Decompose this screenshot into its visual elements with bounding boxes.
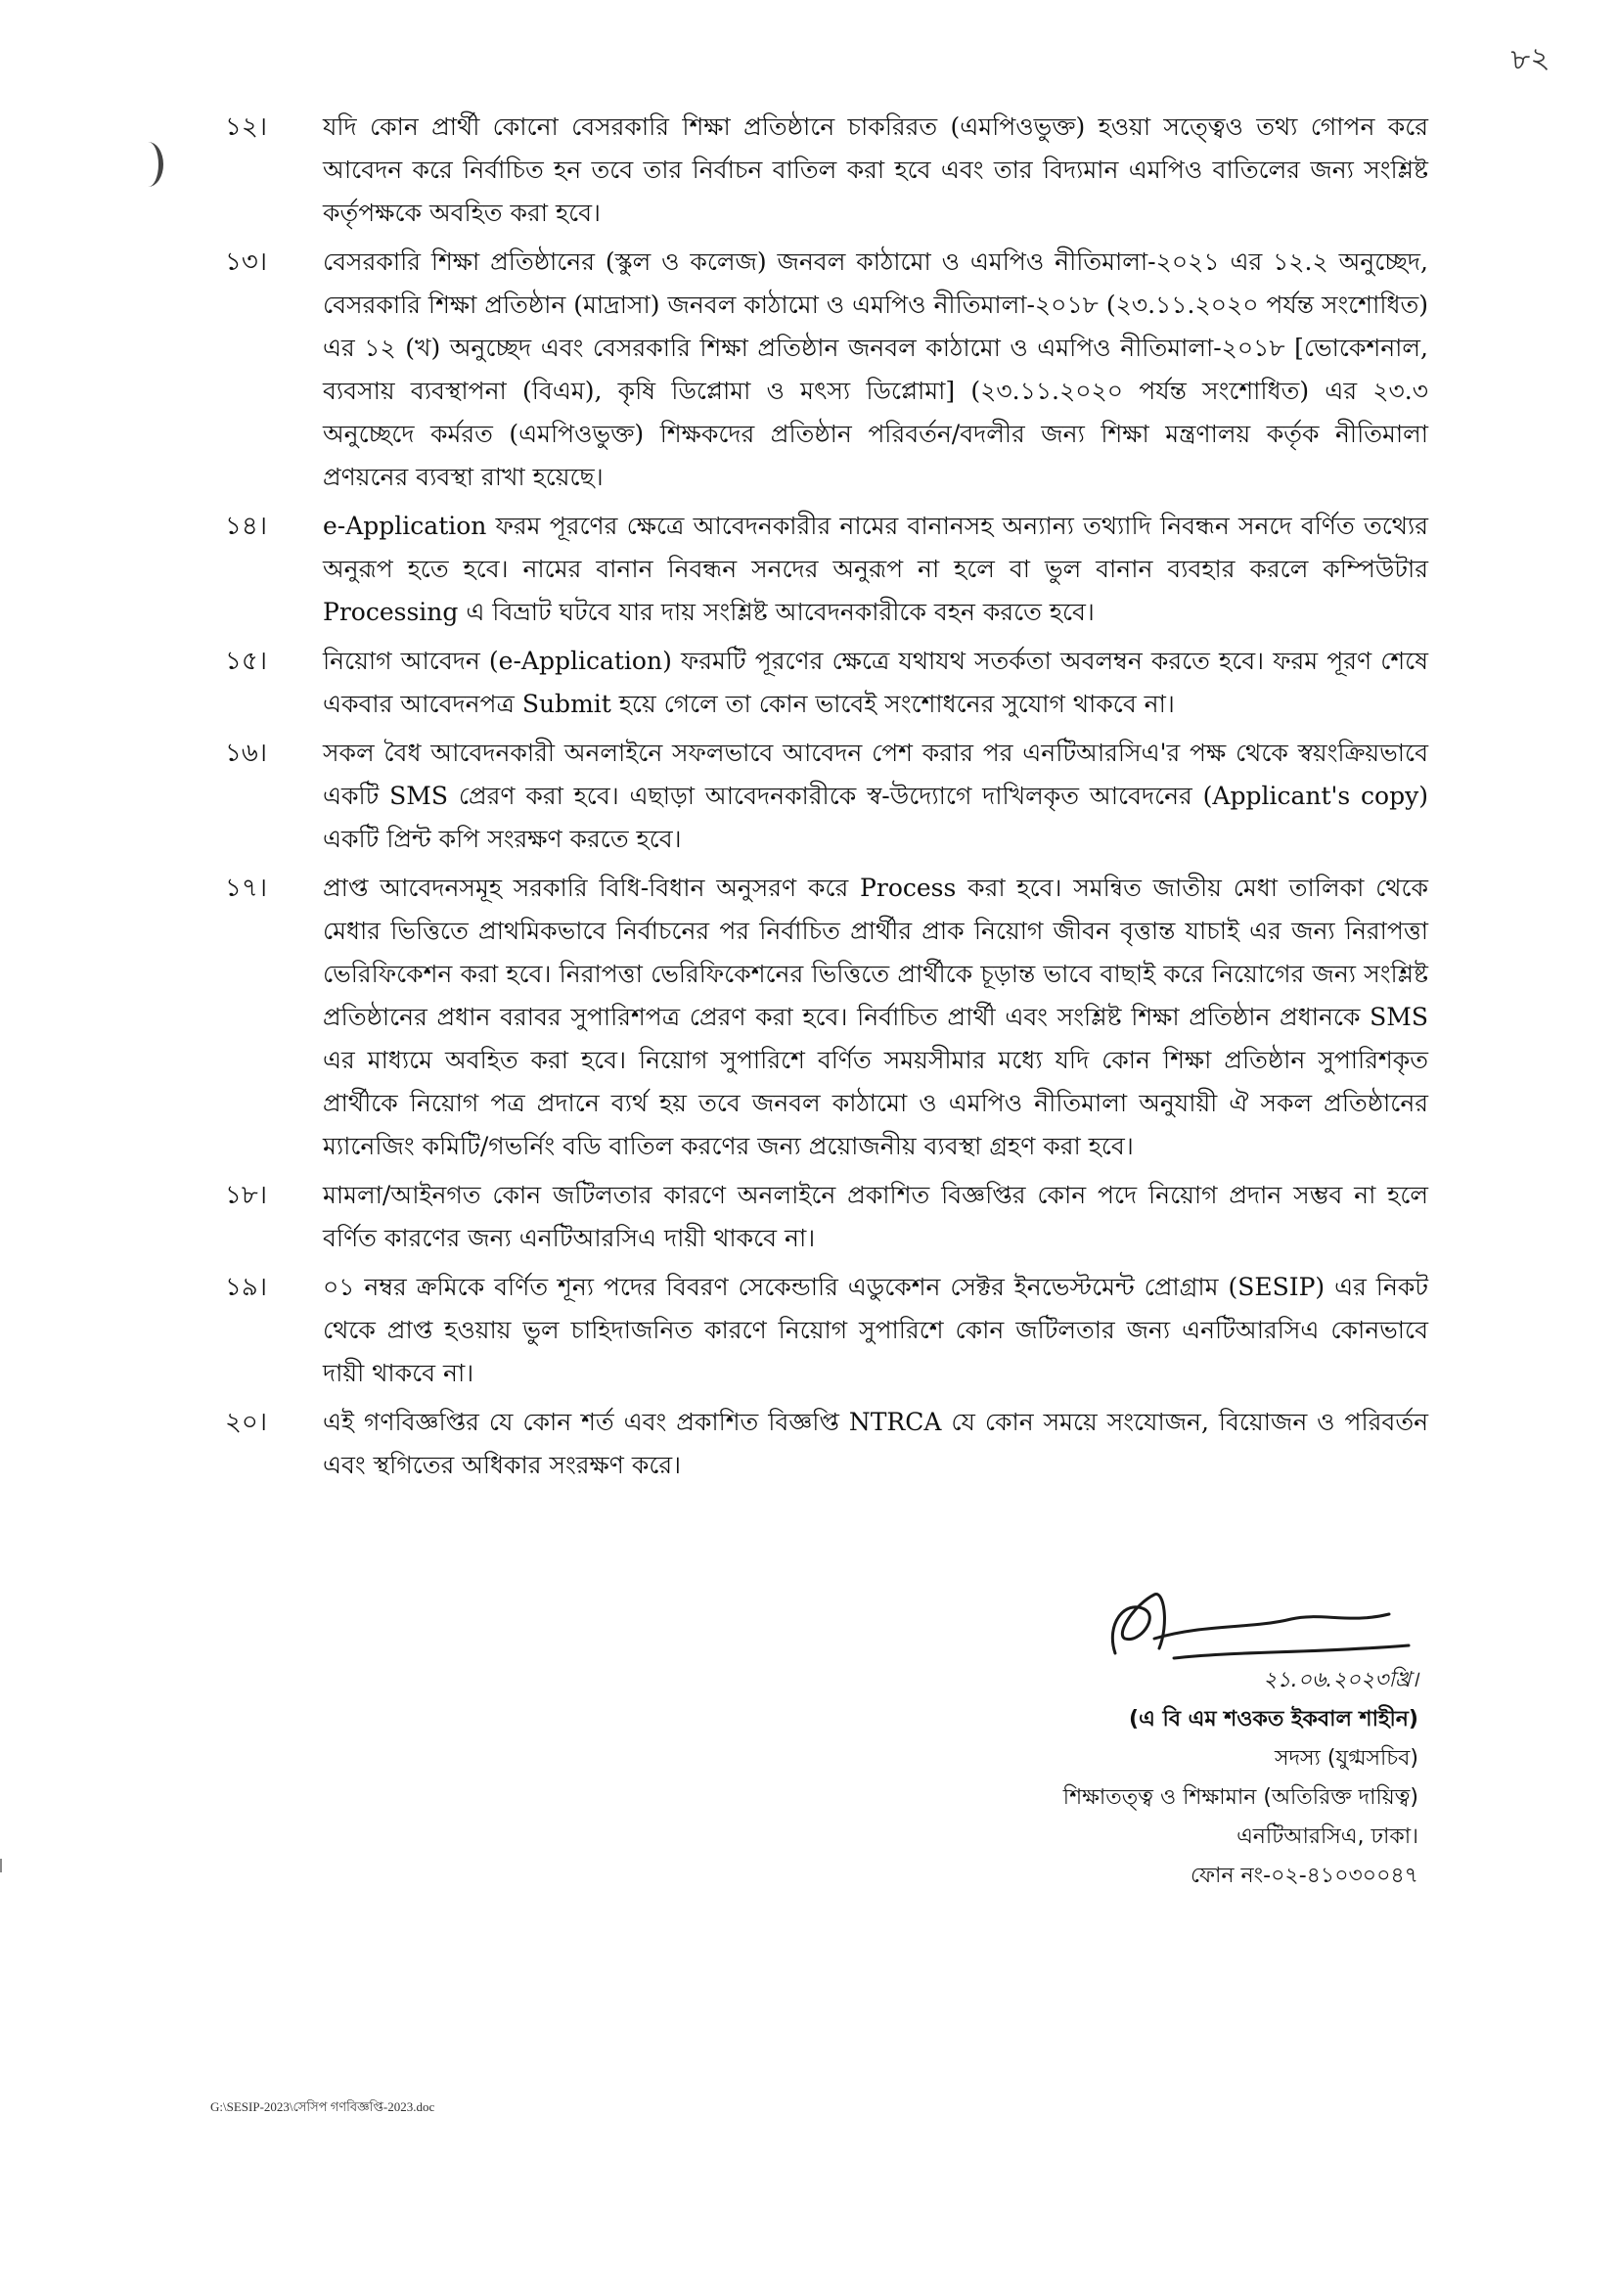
clause-text: যদি কোন প্রার্থী কোনো বেসরকারি শিক্ষা প্রতিষ্ঠানে চাকরিরত (এমপিওভুক্ত) হওয়া সত্ত্বেও তথ্য গোপন করে আবেদন করে নির্বাচিত হন তবে তার নির্বাচন বাতিল করা হবে এবং তার বিদ্যমান এমপিও বাতিলের জন্য সংশ্লিষ্ট কর্তৃপক্ষকে অবহিত করা হবে। <box>323 113 1428 227</box>
punch-hole-mark <box>133 142 163 187</box>
signatory-office: এনটিআরসিএ, ঢাকা। <box>1236 1824 1418 1849</box>
clause-16 <box>225 732 1428 861</box>
clause-18 <box>225 1174 1428 1260</box>
signatory-designation: সদস্য (যুগ্মসচিব) <box>1274 1746 1418 1771</box>
clause-17 <box>225 867 1428 1168</box>
edge-tick-mark <box>0 1859 2 1872</box>
signature-block <box>998 1585 1428 1888</box>
handwritten-date: ২১.০৬.২০২৩খ্রি। <box>1263 1668 1418 1692</box>
footer-file-path: G:\SESIP-2023\সেসিপ গণবিজ্ঞপ্তি-2023.doc <box>210 2099 435 2114</box>
clause-text: নিয়োগ আবেদন (e-Application) ফরমটি পূরণের ক্ষেত্রে যথাযথ সতর্কতা অবলম্বন করতে হবে। ফরম পূরণ শেষে একবার আবেদনপত্র Submit হয়ে গেলে তা কোন ভাবেই সংশোধনের সুযোগ থাকবে না। <box>323 647 1428 718</box>
clause-text: সকল বৈধ আবেদনকারী অনলাইনে সফলভাবে আবেদন পেশ করার পর এনটিআরসিএ'র পক্ষ থেকে স্বয়ংক্রিয়ভাবে একটি SMS প্রেরণ করা হবে। এছাড়া আবেদনকারীকে স্ব-উদ্যোগে দাখিলকৃত আবেদনের (Applicant's copy) একটি প্রিন্ট কপি সংরক্ষণ করতে হবে। <box>323 739 1428 853</box>
signature-text-lines <box>1063 1661 1418 1896</box>
clause-14 <box>225 505 1428 634</box>
signature-flourish-stroke <box>1154 1614 1389 1639</box>
signatory-name: (এ বি এম শওকত ইকবাল শাহীন) <box>1129 1707 1418 1732</box>
clause-number: ১৬। <box>225 739 268 768</box>
clause-13 <box>225 241 1428 499</box>
clause-number: ১৯। <box>225 1273 268 1302</box>
clause-12 <box>225 106 1428 235</box>
page-number: ৮২ <box>1509 40 1551 78</box>
clause-text: ০১ নম্বর ক্রমিকে বর্ণিত শূন্য পদের বিবরণ সেকেন্ডারি এডুকেশন সেক্টর ইনভেস্টমেন্ট প্রোগ্রাম (SESIP) এর নিকট থেকে প্রাপ্ত হওয়ায় ভুল চাহিদাজনিত কারণে নিয়োগ সুপারিশে কোন জটিলতার জন্য এনটিআরসিএ কোনভাবে দায়ী থাকবে না। <box>323 1273 1428 1387</box>
clause-19 <box>225 1266 1428 1395</box>
clause-number: ১২। <box>225 113 268 142</box>
signatory-department: শিক্ষাতত্ত্ব ও শিক্ষামান (অতিরিক্ত দায়িত্ব) <box>1062 1785 1418 1810</box>
clause-number: ১৩। <box>225 248 268 277</box>
signature-loop-stroke <box>1112 1595 1164 1653</box>
clause-20 <box>225 1401 1428 1487</box>
clause-text: এই গণবিজ্ঞপ্তির যে কোন শর্ত এবং প্রকাশিত বিজ্ঞপ্তি NTRCA যে কোন সময়ে সংযোজন, বিয়োজন ও পরিবর্তন এবং স্থগিতের অধিকার সংরক্ষণ করে। <box>323 1408 1428 1479</box>
clause-number: ১৫। <box>225 647 268 676</box>
clause-text: প্রাপ্ত আবেদনসমূহ সরকারি বিধি-বিধান অনুসরণ করে Process করা হবে। সমন্বিত জাতীয় মেধা তালিকা থেকে মেধার ভিত্তিতে প্রাথমিকভাবে নির্বাচনের পর নির্বাচিত প্রার্থীর প্রাক নিয়োগ জীবন বৃত্তান্ত যাচাই এর জন্য নিরাপত্তা ভেরিফিকেশন করা হবে। নিরাপত্তা ভেরিফিকেশনের ভিত্তিতে প্রার্থীকে চূড়ান্ত ভাবে বাছাই করে নিয়োগের জন্য সংশ্লিষ্ট প্রতিষ্ঠানের প্রধান বরাবর সুপারিশপত্র প্রেরণ করা হবে। নির্বাচিত প্রার্থী এবং সংশ্লিষ্ট শিক্ষা প্রতিষ্ঠান প্রধানকে SMS এর মাধ্যমে অবহিত করা হবে। নিয়োগ সুপারিশে বর্ণিত সময়সীমার মধ্যে যদি কোন শিক্ষা প্রতিষ্ঠান সুপারিশকৃত প্রার্থীকে নিয়োগ পত্র প্রদানে ব্যর্থ হয় তবে জনবল কাঠামো ও এমপিও নীতিমালা অনুযায়ী ঐ সকল প্রতিষ্ঠানের ম্যানেজিং কমিটি/গভর্নিং বডি বাতিল করণের জন্য প্রয়োজনীয় ব্যবস্থা গ্রহণ করা হবে। <box>323 874 1428 1160</box>
signatory-phone: ফোন নং-০২-৪১০৩০০৪৭ <box>1191 1864 1418 1888</box>
clause-number: ১৪। <box>225 512 268 541</box>
clause-text: বেসরকারি শিক্ষা প্রতিষ্ঠানের (স্কুল ও কলেজ) জনবল কাঠামো ও এমপিও নীতিমালা-২০২১ এর ১২.২ অনুচ্ছেদ, বেসরকারি শিক্ষা প্রতিষ্ঠান (মাদ্রাসা) জনবল কাঠামো ও এমপিও নীতিমালা-২০১৮ (২৩.১১.২০২০ পর্যন্ত সংশোধিত) এর ১২ (খ) অনুচ্ছেদ এবং বেসরকারি শিক্ষা প্রতিষ্ঠান জনবল কাঠামো ও এমপিও নীতিমালা-২০১৮ [ভোকেশনাল, ব্যবসায় ব্যবস্থাপনা (বিএম), কৃষি ডিপ্লোমা ও মৎস্য ডিপ্লোমা] (২৩.১১.২০২০ পর্যন্ত সংশোধিত) এর ২৩.৩ অনুচ্ছেদে কর্মরত (এমপিওভুক্ত) শিক্ষকদের প্রতিষ্ঠান পরিবর্তন/বদলীর জন্য শিক্ষা মন্ত্রণালয় কর্তৃক নীতিমালা প্রণয়নের ব্যবস্থা রাখা হয়েছে। <box>323 248 1428 491</box>
clause-15 <box>225 640 1428 726</box>
signature-underline-stroke <box>1174 1645 1409 1658</box>
handwritten-signature-image <box>1096 1585 1428 1673</box>
clause-number: ১৮। <box>225 1181 268 1210</box>
clause-number: ১৭। <box>225 874 268 903</box>
clause-list <box>225 106 1428 1493</box>
clause-text: e-Application ফরম পূরণের ক্ষেত্রে আবেদনকারীর নামের বানানসহ অন্যান্য তথ্যাদি নিবন্ধন সনদে বর্ণিত তথ্যের অনুরূপ হতে হবে। নামের বানান নিবন্ধন সনদের অনুরূপ না হলে বা ভুল বানান ব্যবহার করলে কম্পিউটার Processing এ বিভ্রাট ঘটবে যার দায় সংশ্লিষ্ট আবেদনকারীকে বহন করতে হবে। <box>323 512 1428 626</box>
clause-text: মামলা/আইনগত কোন জটিলতার কারণে অনলাইনে প্রকাশিত বিজ্ঞপ্তির কোন পদে নিয়োগ প্রদান সম্ভব না হলে বর্ণিত কারণের জন্য এনটিআরসিএ দায়ী থাকবে না। <box>323 1181 1428 1252</box>
clause-number: ২০। <box>225 1408 268 1437</box>
